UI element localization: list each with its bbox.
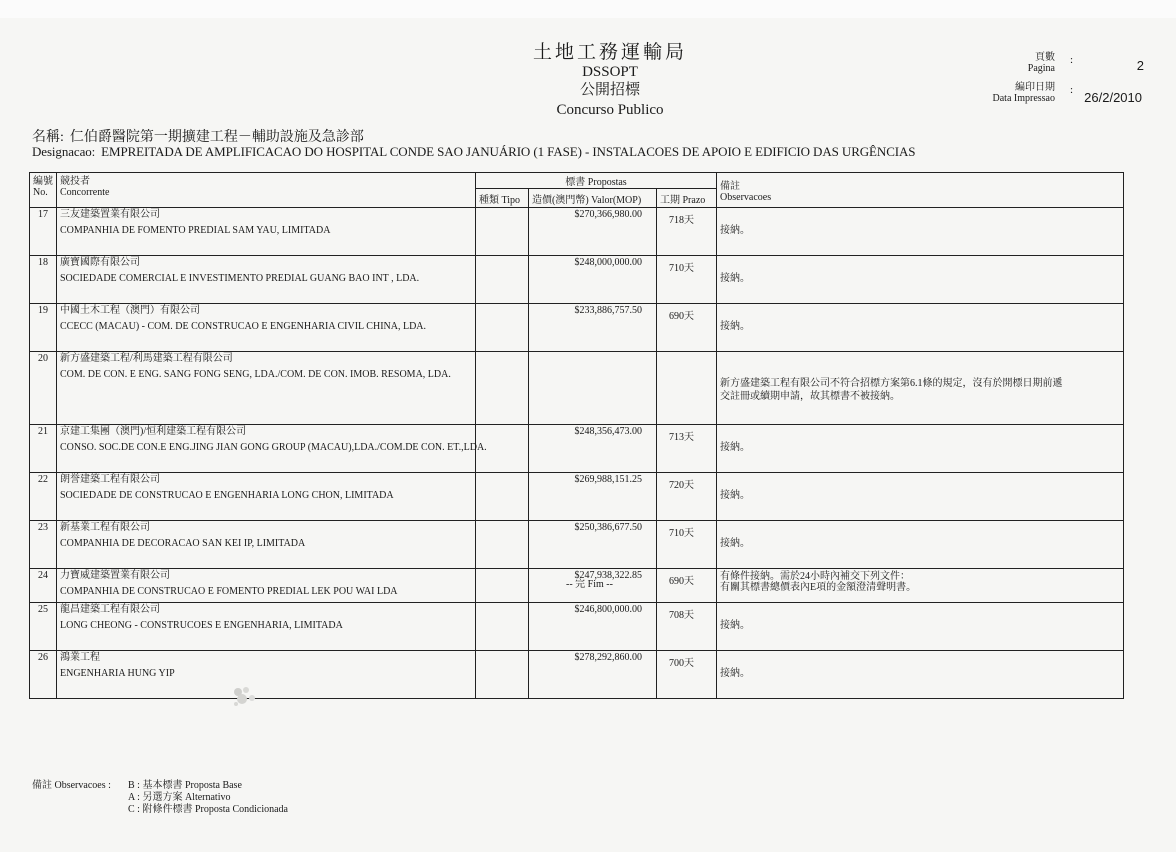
print-label-pt: Data Impressao [992,93,1055,104]
project-name-label: 名稱: [32,130,64,145]
table-row [30,521,1124,569]
project-name-zh: 仁伯爵醫院第一期擴建工程－輔助設施及急診部 [69,130,364,145]
bid-number: 24 [30,569,57,603]
bidder-name-pt: COMPANHIA DE DECORACAO SAN KEI IP, LIMITADA [60,538,306,549]
project-designation [32,144,915,160]
bid-number: 25 [30,603,57,651]
bidder-name [57,473,476,521]
bid-observation [717,425,1124,473]
table-row [30,352,1124,425]
bidder-name-zh: 力寶威建築置業有限公司 [60,570,170,581]
bid-observation [717,603,1124,651]
table-row [30,256,1124,304]
observation-line-1: 接納。 [720,538,751,549]
observation-line-1: 新方盛建築工程有限公司不符合招標方案第6.1條的規定，沒有於開標日期前遞 [720,378,1063,389]
project-name [32,126,370,146]
page-number: 2 [1136,58,1144,73]
observation-line-1: 接納。 [720,321,751,332]
end-marker: -- 完 Fim -- [566,579,613,590]
bid-value [529,352,657,425]
observation-line-1: 接納。 [720,620,751,631]
bid-observation [717,304,1124,352]
doc-type-pt: Concurso Publico [556,102,664,118]
bidder-name-pt: COM. DE CON. E ENG. SANG FONG SENG, LDA./COM. DE CON. IMOB. RESOMA, LDA. [60,369,451,380]
bid-type [476,304,529,352]
print-date-row: 編印日期 Data Impressao : 26/2/2010 [992,82,1142,105]
bid-observation [717,473,1124,521]
scan-top-margin [0,0,1176,18]
bidder-name [57,569,476,603]
bid-term [657,352,717,425]
bid-value: $248,000,000.00 [529,256,657,304]
observation-line-2: 交註冊或續期申請，故其標書不被接納。 [720,391,901,402]
bid-term: 710天 [657,521,717,569]
bid-term: 720天 [657,473,717,521]
bidder-name-pt: SOCIEDADE COMERCIAL E INVESTIMENTO PREDIAL GUANG BAO INT , LDA. [60,273,420,284]
bid-observation [717,651,1124,699]
table-row [30,603,1124,651]
bidder-name-zh: 鴻業工程 [60,652,100,663]
bid-value: $247,938,322.85 [529,569,657,603]
table-row [30,425,1124,473]
header-value: 造價(澳門幣) Valor(MOP) [529,189,657,208]
bidder-name-zh: 新基業工程有限公司 [60,522,150,533]
bidder-name [57,208,476,256]
bid-observation [717,208,1124,256]
bids-table [29,172,1124,699]
header-no: 編號 No. [30,173,57,208]
bid-term: 708天 [657,603,717,651]
page-label-zh: 頁數 [1035,52,1055,63]
observation-line-1: 接納。 [720,668,751,679]
bid-term: 690天 [657,569,717,603]
observation-line-1: 接納。 [720,442,751,453]
bidder-name [57,651,476,699]
page-number-row: 頁數 Pagina : 2 [1027,52,1144,74]
bid-type [476,352,529,425]
bidder-name-pt: SOCIEDADE DE CONSTRUCAO E ENGENHARIA LONG CHON, LIMITADA [60,490,394,501]
header-proposals: 標書 Propostas [476,173,717,189]
bidder-name [57,425,487,473]
bid-type [476,603,529,651]
designation-pt: EMPREITADA DE AMPLIFICACAO DO HOSPITAL CONDE SAO JANUÁRIO (1 FASE) - INSTALACOES DE APOIO E EDIFICIO DAS URGÊNCIAS [101,144,916,159]
bid-term: 700天 [657,651,717,699]
bid-term: 710天 [657,256,717,304]
bidder-name-zh: 新方盛建築工程/利馬建築工程有限公司 [60,353,233,364]
agency-name-zh: 土地工務運輸局 [532,42,687,63]
header-type: 種類 Tipo [476,189,529,208]
bidder-name-pt: CONSO. SOC.DE CON.E ENG.JING JIAN GONG GROUP (MACAU),LDA./COM.DE CON. ET.,LDA. [60,442,487,453]
bid-value: $278,292,860.00 [529,651,657,699]
bidder-name [57,304,476,352]
bid-observation [717,569,1124,603]
observation-line-1: 接納。 [720,225,751,236]
bidder-name [57,521,476,569]
bid-type [476,256,529,304]
page-info [960,52,1150,112]
bid-observation [717,352,1124,425]
bidder-name [57,256,476,304]
table-row [30,208,1124,256]
bidder-name [57,352,476,425]
bid-type [476,569,529,603]
header-term: 工期 Prazo [657,189,717,208]
bid-term: 718天 [657,208,717,256]
bid-number: 19 [30,304,57,352]
observation-line-1: 有條件接納。需於24小時內補交下列文件： [720,571,911,582]
bid-value: $269,988,151.25 [529,473,657,521]
bid-type [476,208,529,256]
bidder-name [57,603,476,651]
bid-number: 17 [30,208,57,256]
document-header [480,42,740,120]
agency-abbreviation: DSSOPT [582,64,638,80]
bid-type [476,651,529,699]
observation-line-1: 接納。 [720,273,751,284]
legend-item-alternative: A : 另選方案 Alternativo [128,792,231,803]
bidder-name-zh: 京建工集團（澳門)/恒利建築工程有限公司 [60,426,247,437]
header-observations: 備註 Observacoes [717,173,1124,208]
bidder-name-zh: 中國土木工程（澳門）有限公司 [60,305,200,316]
bid-value: $246,800,000.00 [529,603,657,651]
bidder-name-zh: 廣寶國際有限公司 [60,257,140,268]
bidder-name-pt: LONG CHEONG - CONSTRUCOES E ENGENHARIA, LIMITADA [60,620,343,631]
bid-value: $248,356,473.00 [529,425,657,473]
bid-observation [717,256,1124,304]
bid-value: $233,886,757.50 [529,304,657,352]
bidder-name-zh: 三友建築置業有限公司 [60,209,160,220]
bid-value: $270,366,980.00 [529,208,657,256]
bidder-name-pt: COMPANHIA DE FOMENTO PREDIAL SAM YAU, LIMITADA [60,225,331,236]
print-date: 26/2/2010 [1084,90,1142,105]
bid-number: 20 [30,352,57,425]
bidder-name-pt: ENGENHARIA HUNG YIP [60,668,175,679]
bid-number: 26 [30,651,57,699]
bid-number: 21 [30,425,57,473]
bid-number: 18 [30,256,57,304]
header-bidder: 競投者 Concorrente [57,173,476,208]
table-row [30,651,1124,699]
bidder-name-pt: CCECC (MACAU) - COM. DE CONSTRUCAO E ENGENHARIA CIVIL CHINA, LDA. [60,321,427,332]
table-row [30,304,1124,352]
bid-term: 713天 [657,425,717,473]
bid-term: 690天 [657,304,717,352]
observation-line-1: 接納。 [720,490,751,501]
bid-type [476,521,529,569]
bid-value: $250,386,677.50 [529,521,657,569]
bidder-name-pt: COMPANHIA DE CONSTRUCAO E FOMENTO PREDIAL LEK POU WAI LDA [60,586,398,597]
bid-type [476,473,529,521]
bidder-name-zh: 朗誉建築工程有限公司 [60,474,160,485]
bid-observation [717,521,1124,569]
legend-item-conditional: C : 附條件標書 Proposta Condicionada [128,804,288,815]
print-label-zh: 編印日期 [1015,82,1055,93]
ink-smudge [228,682,262,710]
footer-legend [128,780,288,816]
doc-type-zh: 公開招標 [579,82,640,98]
bid-number: 22 [30,473,57,521]
legend-item-base: B : 基本標書 Proposta Base [128,780,242,791]
designation-label: Designacao: [32,144,96,159]
bidder-name-zh: 龍昌建築工程有限公司 [60,604,160,615]
bid-number: 23 [30,521,57,569]
page-label-pt: Pagina [1027,63,1055,74]
observation-line-2: 有關其標書總價表內E項的金額澄清聲明書。 [720,582,917,593]
footer-label: 備註 Observacoes : [32,780,111,791]
table-row [30,473,1124,521]
